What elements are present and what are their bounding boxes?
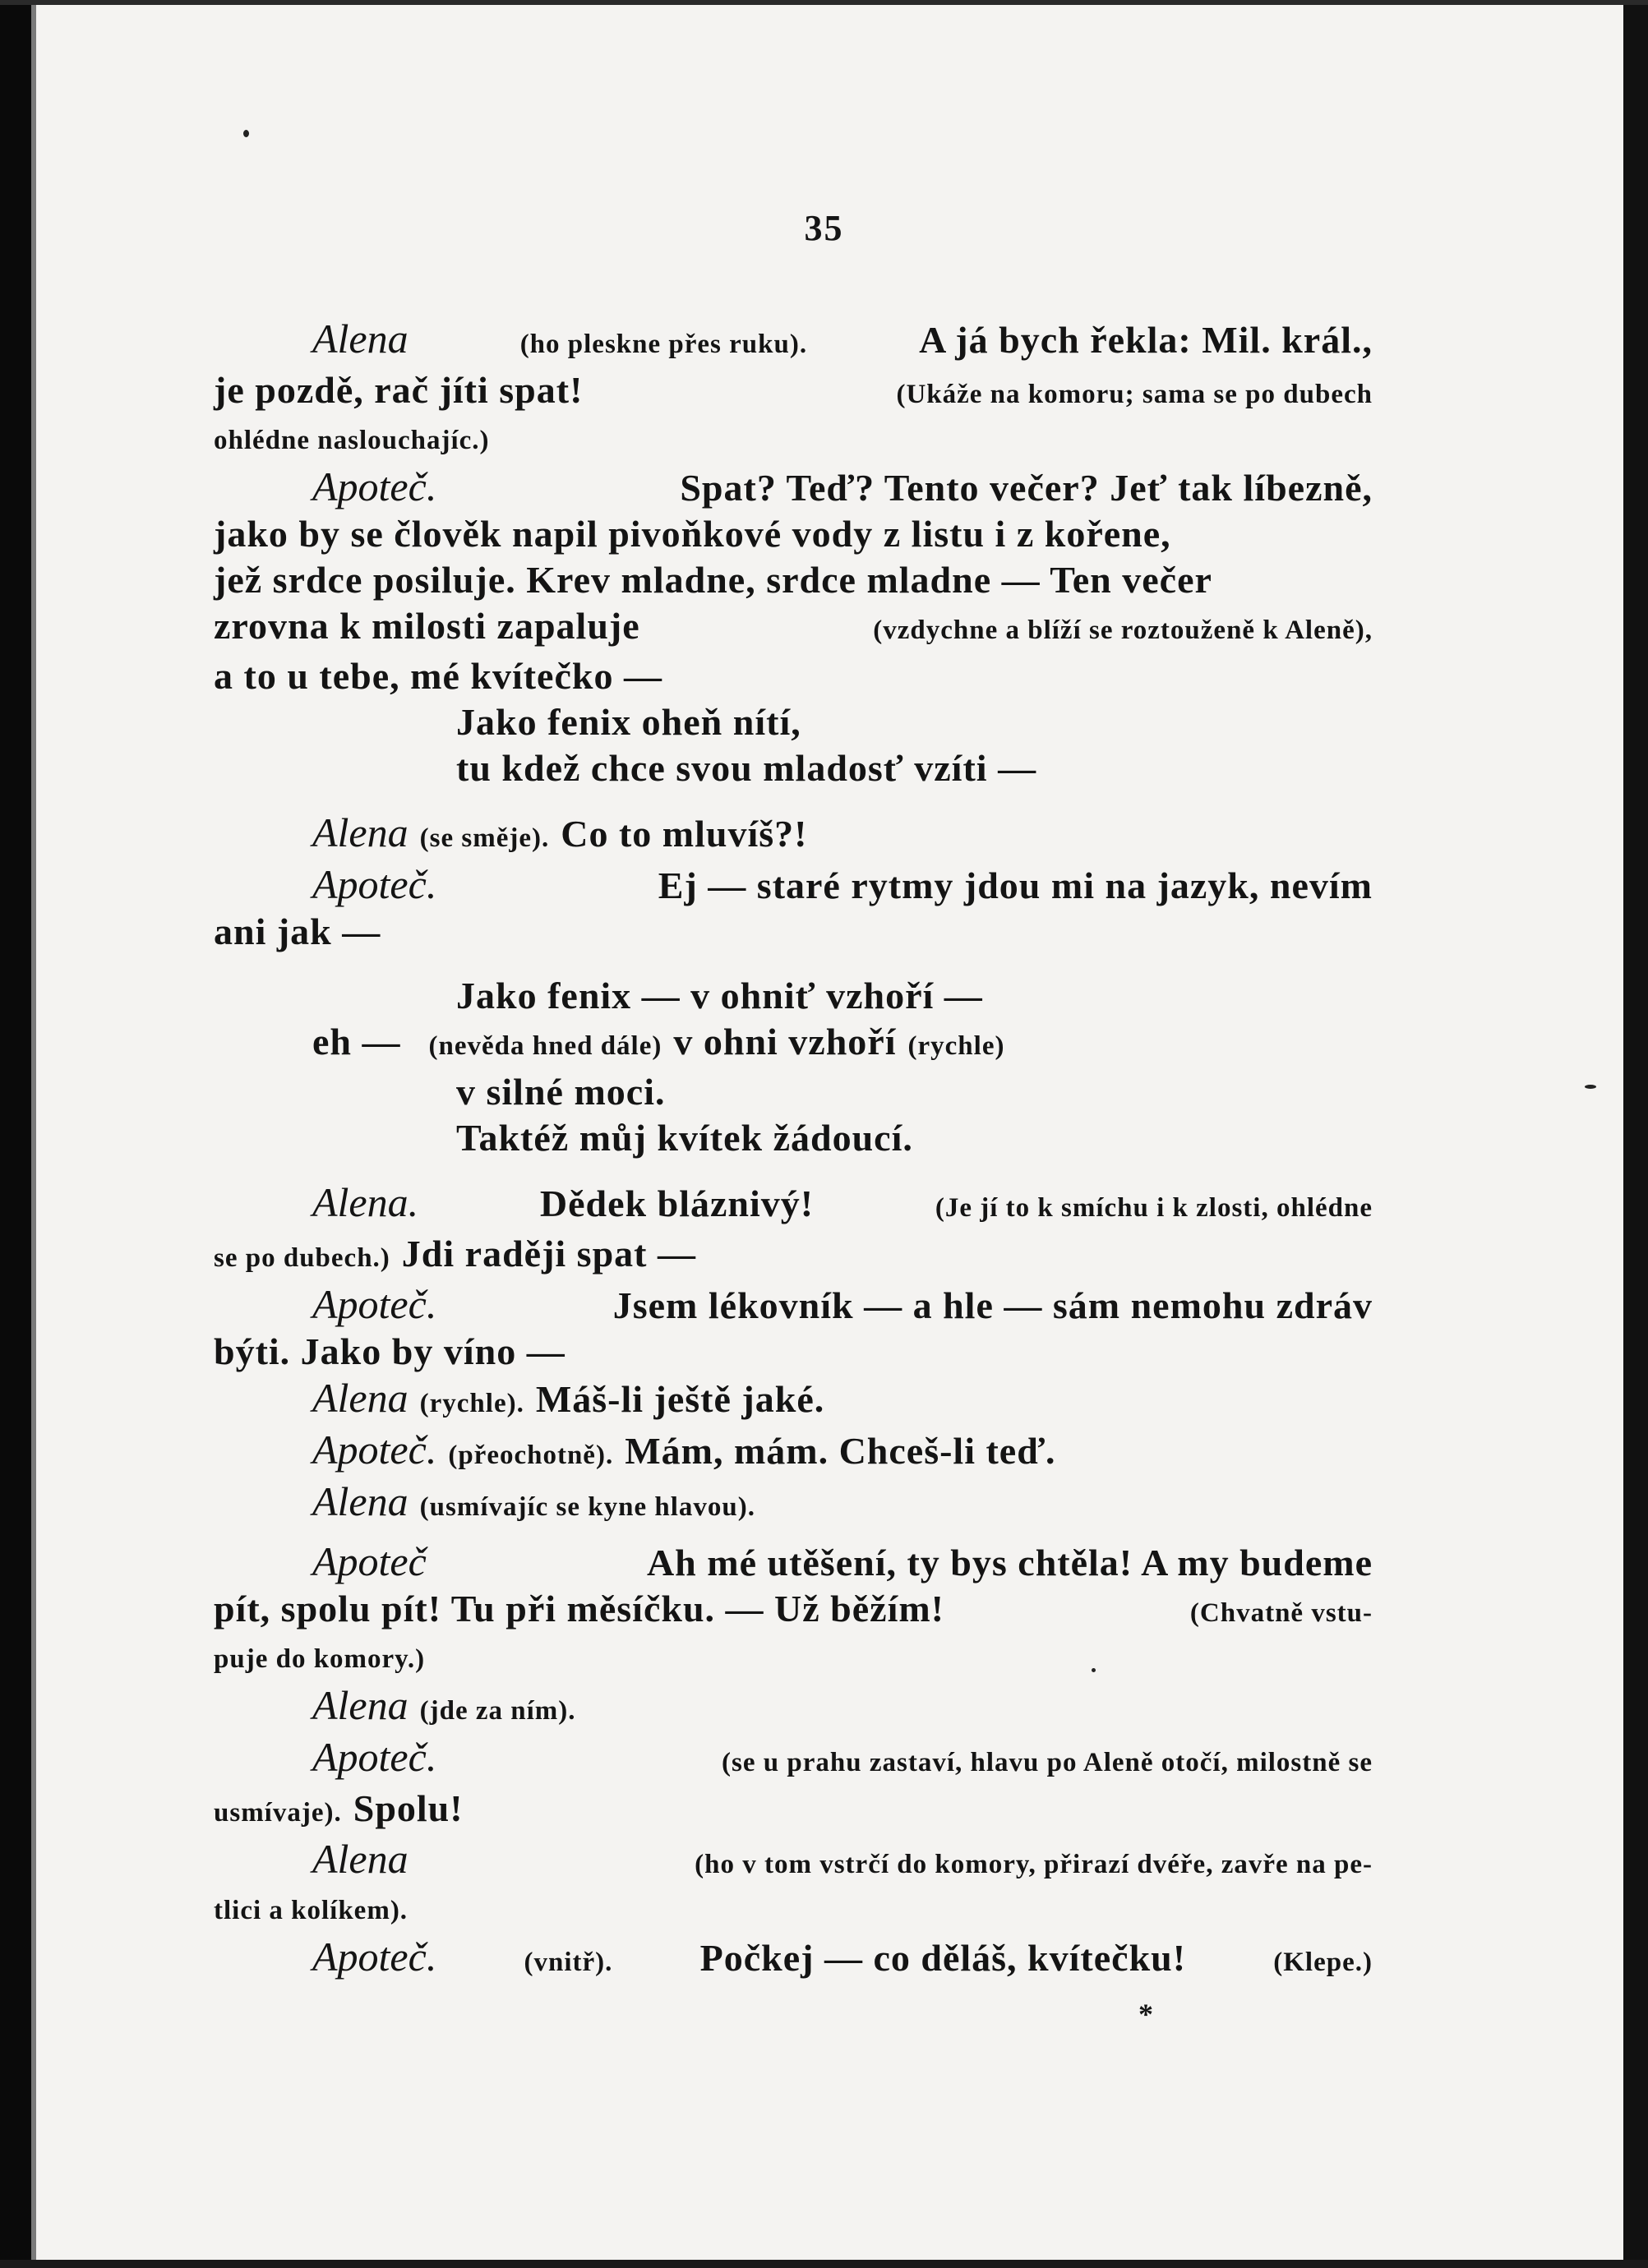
text-line (214, 1179, 1373, 1231)
stage-direction: (usmívajíc se kyne hlavou). (419, 1492, 755, 1522)
stage-direction: puje do komory.) (214, 1644, 426, 1674)
verse: eh — (312, 1021, 401, 1063)
stage-direction: (vnitř). (524, 1948, 613, 1977)
text-line (214, 463, 1373, 511)
verse: v silné moci. (456, 1071, 666, 1113)
verse: v ohni vzhoří (673, 1021, 897, 1063)
stage-direction: (vzdychne a blíží se roztouženě k Aleně), (873, 615, 1373, 645)
text-line (214, 417, 1373, 463)
text-line (214, 1786, 1373, 1836)
speech: Počkej — co děláš, kvítečku! (699, 1937, 1187, 1979)
stage-direction: (rychle). (419, 1389, 524, 1418)
text-line (214, 1375, 1373, 1427)
verse-line (214, 745, 1373, 791)
page-edge-bottom (0, 2260, 1648, 2268)
text-line (214, 1888, 1373, 1934)
stage-direction: usmívaje). (214, 1798, 342, 1828)
spacer (214, 1161, 1373, 1179)
stage-direction: (jde za ním). (419, 1696, 576, 1726)
speaker-name: Alena (312, 1836, 409, 1882)
speaker-name: Apoteč. (312, 1281, 437, 1327)
spacer (214, 791, 1373, 809)
verse: Jako fenix — v ohniť vzhoří — (456, 975, 983, 1016)
speech: jako by se člověk napil pivoňkové vody z listu i z kořene, (214, 513, 1171, 555)
stage-direction: (Chvatně vstu- (1189, 1598, 1373, 1628)
stage-direction: (Klepe.) (1273, 1948, 1373, 1977)
page-edge-right (1623, 0, 1648, 2268)
text-line (214, 1329, 1373, 1375)
text-line (214, 557, 1373, 603)
verse-line (214, 1019, 1373, 1069)
text-line (214, 1478, 1373, 1530)
text-line (214, 1586, 1373, 1636)
text-line (214, 511, 1373, 557)
verse-line (214, 1115, 1373, 1161)
spacer (214, 1530, 1373, 1538)
text-line (214, 1538, 1373, 1586)
text-line (214, 861, 1373, 909)
stage-direction: (rychle) (907, 1031, 1005, 1061)
page-edge-left-shadow (31, 0, 36, 2268)
stage-direction: (se směje). (419, 823, 550, 853)
speech: Dědek bláznivý! (539, 1182, 815, 1224)
text-line (214, 1636, 1373, 1682)
speech: je pozdě, rač jíti spat! (214, 369, 584, 411)
speaker-name: Alena. (312, 1179, 419, 1225)
page-edge-top (0, 0, 1648, 5)
speech: Co to mluvíš?! (561, 813, 808, 855)
speaker-name: Alena (312, 809, 409, 855)
speaker-name: Alena (312, 1375, 409, 1421)
speaker-name: Alena (312, 1478, 409, 1524)
speech: Máš-li ještě jaké. (535, 1378, 825, 1420)
text-line (214, 653, 1373, 699)
verse-line (214, 699, 1373, 745)
text-line (214, 1231, 1373, 1281)
speaker-name: Apoteč. (312, 1734, 437, 1780)
verse-line (214, 973, 1373, 1019)
stage-direction: (ho v tom vstrčí do komory, přirazí dvéře, zavře na pe- (695, 1850, 1373, 1879)
text-line (214, 1281, 1373, 1329)
stage-direction: (Ukáže na komoru; sama se po dubech (896, 380, 1373, 409)
speaker-name: Apoteč. (312, 1934, 437, 1980)
text-line (214, 1682, 1373, 1734)
text-line (214, 1934, 1373, 1985)
speaker-name: Alena (312, 1682, 409, 1728)
text-line (214, 1836, 1373, 1888)
ink-speck (1585, 1085, 1596, 1089)
stage-direction: se po dubech.) (214, 1243, 390, 1273)
speech: býti. Jako by víno — (214, 1330, 565, 1372)
text-line (214, 603, 1373, 653)
stage-direction: (se u prahu zastaví, hlavu po Aleně otočí, milostně se (722, 1748, 1373, 1777)
stage-direction: (Je jí to k smíchu i k zlosti, ohlédne (935, 1193, 1373, 1223)
speech: a to u tebe, mé kvítečko — (214, 655, 662, 697)
speech: jež srdce posiluje. Krev mladne, srdce mladne — Ten večer (214, 559, 1212, 601)
verse: Jako fenix oheň nítí, (456, 701, 801, 743)
speaker-name: Apoteč. (312, 1427, 437, 1473)
stage-direction: (přeochotně). (448, 1441, 614, 1470)
page-edge-left (0, 0, 31, 2268)
stage-direction: (nevěda hned dále) (428, 1031, 662, 1061)
verse-line (214, 1069, 1373, 1115)
page-number: 35 (804, 208, 844, 248)
text-line (214, 316, 1373, 367)
stage-direction: ohlédne naslouchajíc.) (214, 426, 490, 455)
play-text (214, 316, 1373, 1985)
text-line (214, 367, 1373, 417)
verse: Taktéž můj kvítek žádoucí. (456, 1117, 913, 1159)
speaker-name: Alena (312, 316, 409, 362)
footer-asterisk: * (1138, 1998, 1153, 2031)
stage-direction: tlici a kolíkem). (214, 1896, 409, 1925)
stage-direction: (ho pleskne přes ruku). (519, 330, 808, 359)
ink-speck (243, 130, 249, 137)
spacer (214, 955, 1373, 973)
speech: Jdi raději spat — (401, 1233, 696, 1275)
verse: tu kdež chce svou mladosť vzíti — (456, 747, 1037, 789)
speaker-name: Apoteč. (312, 861, 437, 907)
speech: Mám, mám. Chceš-li teď. (625, 1430, 1056, 1472)
speech: Jsem lékovník — a hle — sám nemohu zdráv (612, 1284, 1373, 1326)
speech: A já bych řekla: Mil. král., (919, 319, 1373, 361)
speech: zrovna k milosti zapaluje (214, 605, 640, 647)
speech: Ej — staré rytmy jdou mi na jazyk, nevím (658, 864, 1373, 906)
speaker-name: Apoteč (312, 1538, 427, 1584)
speaker-name: Apoteč. (312, 463, 437, 509)
speech: Spolu! (353, 1787, 464, 1829)
speech: ani jak — (214, 910, 381, 952)
speech: pít, spolu pít! Tu při měsíčku. — Už běžím! (214, 1588, 944, 1630)
text-line (214, 1734, 1373, 1786)
speech: Ah mé utěšení, ty bys chtěla! A my budeme (646, 1542, 1373, 1583)
speech: Spat? Teď? Tento večer? Jeť tak líbezně, (680, 467, 1373, 509)
text-line (214, 909, 1373, 955)
text-line (214, 1427, 1373, 1478)
text-line (214, 809, 1373, 861)
